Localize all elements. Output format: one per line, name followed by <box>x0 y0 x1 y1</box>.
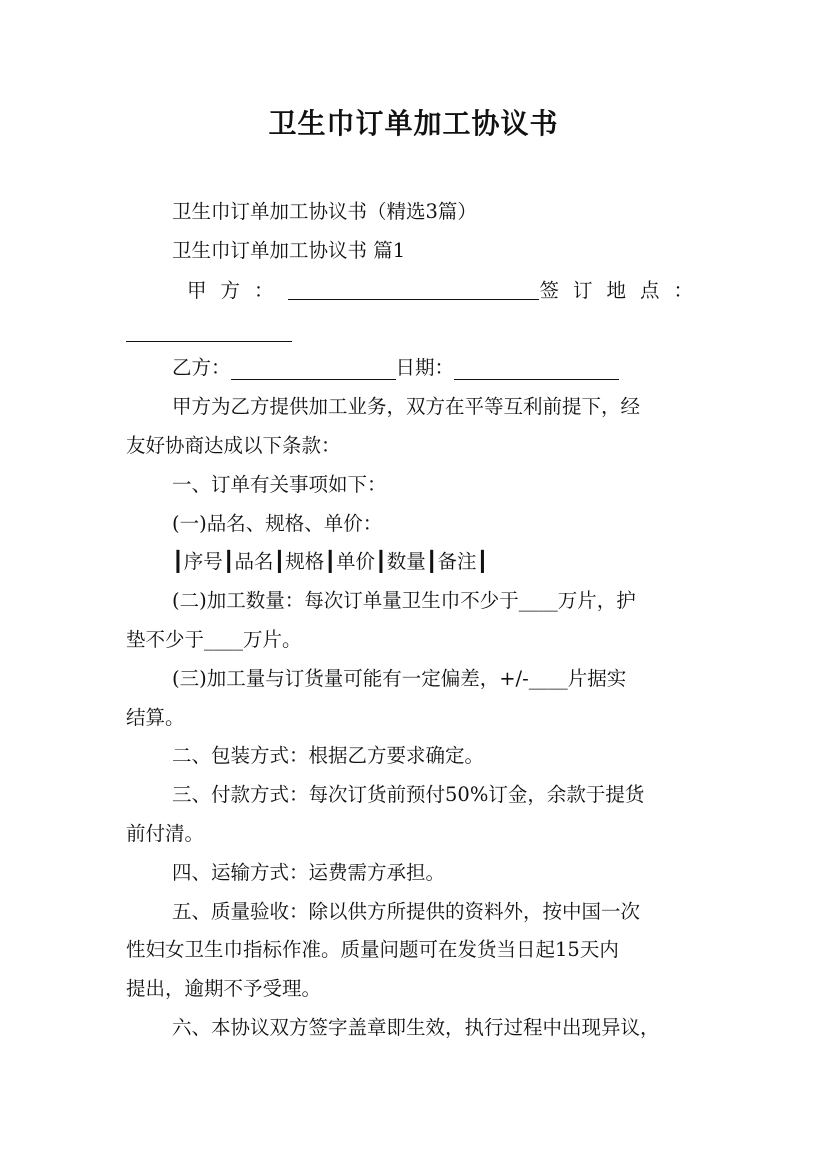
clause-line: 五、质量验收：除以供方所提供的资料外，按中国一次 <box>172 900 641 923</box>
date-blank <box>454 359 619 380</box>
paragraph-line: 结算。 <box>126 706 185 729</box>
clause-line: 三、付款方式：每次订货前预付50%订金，余款于提货 <box>172 783 645 806</box>
party-b-blank <box>231 359 396 380</box>
party-b-date-line <box>172 356 752 380</box>
clause-line: 六、本协议双方签字盖章即生效，执行过程中出现异议， <box>172 1016 660 1039</box>
date-label: 日期： <box>395 356 455 379</box>
party-a-blank <box>288 279 540 300</box>
section-heading: 卫生巾订单加工协议书 篇1 <box>172 239 406 262</box>
paragraph-line: 甲方为乙方提供加工业务，双方在平等互利前提下，经 <box>172 395 641 418</box>
signing-place-blank <box>126 321 292 342</box>
table-header-line: ┃序号┃品名┃规格┃单价┃数量┃备注┃ <box>172 550 489 573</box>
subtitle-line: 卫生巾订单加工协议书（精选3篇） <box>172 200 477 223</box>
paragraph-line: (三)加工量与订货量可能有一定偏差，+/-____片据实 <box>172 667 627 690</box>
clause-line: 四、运输方式：运费需方承担。 <box>172 861 446 884</box>
party-a-line <box>187 279 707 303</box>
paragraph-line: 垫不少于____万片。 <box>126 628 302 651</box>
paragraph-line: 性妇女卫生巾指标作准。质量问题可在发货当日起15天内 <box>126 938 619 961</box>
signing-place-blank-line <box>126 318 706 342</box>
paragraph-line: 前付清。 <box>126 822 205 845</box>
party-a-label: 甲方： <box>187 279 288 302</box>
document-title: 卫生巾订单加工协议书 <box>268 107 559 140</box>
subclause-line: (一)品名、规格、单价： <box>172 512 383 535</box>
paragraph-line: (二)加工数量：每次订单量卫生巾不少于____万片，护 <box>172 589 636 612</box>
signing-place-label: 签订地点： <box>539 279 707 302</box>
paragraph-line: 友好协商达成以下条款： <box>126 434 341 457</box>
clause-heading: 一、订单有关事项如下： <box>172 473 387 496</box>
clause-line: 二、包装方式：根据乙方要求确定。 <box>172 744 485 767</box>
party-b-label: 乙方： <box>172 356 231 379</box>
paragraph-line: 提出，逾期不予受理。 <box>126 977 322 1000</box>
